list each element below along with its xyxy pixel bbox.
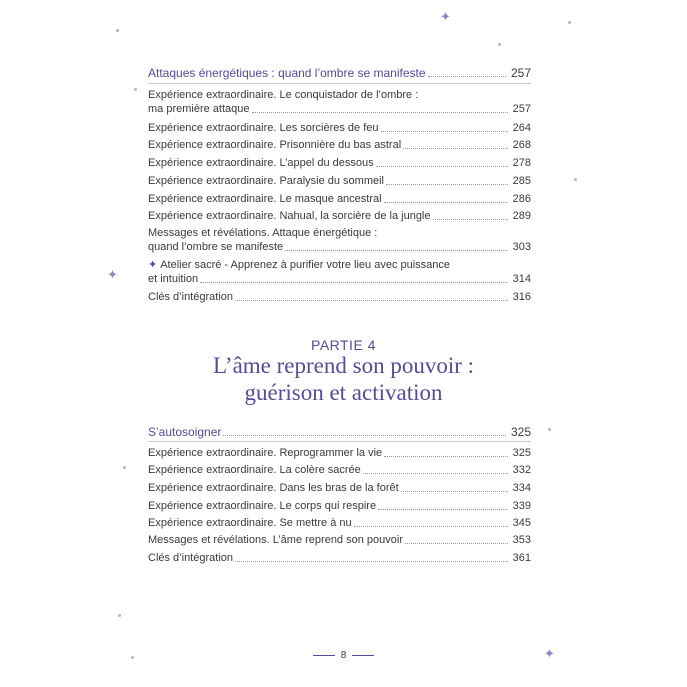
- toc-entry[interactable]: [148, 499, 531, 513]
- toc-page-number: 361: [512, 552, 531, 564]
- toc-page-number: 332: [512, 464, 531, 476]
- toc-entry[interactable]: [148, 290, 531, 304]
- toc-entry-title: Expérience extraordinaire. Prisonnière du bas astral: [148, 139, 402, 151]
- toc-entry-title: Expérience extraordinaire. Nahual, la sorcière de la jungle: [148, 210, 431, 222]
- part-label: PARTIE 4: [311, 337, 376, 353]
- page-number: 8: [340, 650, 347, 661]
- part-title-line2: guérison et activation: [244, 380, 443, 405]
- toc-page-number: 325: [510, 425, 531, 439]
- toc-page-number: 325: [512, 447, 531, 459]
- dot-star-icon: [548, 428, 551, 431]
- toc-entry-title: Expérience extraordinaire. Paralysie du sommeil: [148, 175, 384, 187]
- toc-entry[interactable]: [148, 209, 531, 223]
- toc-entry-title: Messages et révélations. L’âme reprend son pouvoir: [148, 534, 403, 546]
- toc-entry-title: Expérience extraordinaire. L’appel du dessous: [148, 157, 374, 169]
- toc-entry-atelier[interactable]: [148, 258, 531, 286]
- toc-entry-title: Expérience extraordinaire. Dans les bras de la forêt: [148, 482, 399, 494]
- dot-star-icon: [118, 614, 121, 617]
- sparkle-star-icon: ✦: [440, 9, 451, 24]
- separator-line: [148, 83, 531, 84]
- toc-page-number: 339: [512, 500, 531, 512]
- toc-entry[interactable]: [148, 516, 531, 530]
- toc-page-number: 353: [512, 534, 531, 546]
- dot-leader: [428, 76, 506, 77]
- toc-entry-line1: Messages et révélations. Attaque énergétique :: [148, 227, 378, 239]
- toc-entry-title: Expérience extraordinaire. Se mettre à nu: [148, 517, 352, 529]
- dot-leader: [405, 543, 508, 544]
- toc-page-number: 334: [512, 482, 531, 494]
- separator-line: [148, 441, 531, 442]
- dot-star-icon: [116, 29, 119, 32]
- toc-entry-line1: Atelier sacré - Apprenez à purifier votre lieu avec puissance: [160, 259, 451, 271]
- dot-leader: [200, 282, 507, 283]
- toc-entry-line2: quand l’ombre se manifeste: [148, 241, 284, 253]
- toc-page-number: 285: [512, 175, 531, 187]
- folio-rule-right: [352, 655, 374, 656]
- dot-leader: [376, 166, 508, 167]
- dot-leader: [381, 131, 508, 132]
- toc-entry-title: Expérience extraordinaire. Reprogrammer la vie: [148, 447, 383, 459]
- toc-page-number: 257: [510, 66, 531, 80]
- toc-heading-title: S’autosoigner: [148, 425, 222, 439]
- toc-entry-title: Expérience extraordinaire. Le masque ancestral: [148, 193, 382, 205]
- sparkle-star-icon: ✦: [107, 267, 118, 282]
- toc-page-number: 268: [512, 139, 531, 151]
- toc-entry-title: Expérience extraordinaire. Le corps qui respire: [148, 500, 377, 512]
- dot-leader: [403, 148, 508, 149]
- dot-star-icon: [574, 178, 577, 181]
- toc-page-number: 303: [512, 241, 531, 253]
- toc-page-number: 345: [512, 517, 531, 529]
- part-title-line1: L’âme reprend son pouvoir :: [212, 353, 475, 378]
- dot-star-icon: [123, 466, 126, 469]
- toc-entry[interactable]: [148, 446, 531, 460]
- toc-entry[interactable]: [148, 88, 531, 116]
- folio-rule-left: [313, 655, 335, 656]
- toc-page-number: 289: [512, 210, 531, 222]
- dot-star-icon: [498, 43, 501, 46]
- toc-entry[interactable]: [148, 138, 531, 152]
- dot-leader: [354, 526, 508, 527]
- toc-entry[interactable]: [148, 463, 531, 477]
- toc-entry[interactable]: [148, 551, 531, 565]
- dot-leader: [285, 250, 508, 251]
- dot-leader: [433, 219, 508, 220]
- toc-entry-line1: Expérience extraordinaire. Le conquistador de l’ombre :: [148, 89, 419, 101]
- toc-entry[interactable]: [148, 156, 531, 170]
- dot-leader: [223, 435, 506, 436]
- toc-entry[interactable]: [148, 121, 531, 135]
- toc-page-number: 286: [512, 193, 531, 205]
- dot-leader: [378, 509, 508, 510]
- toc-page-number: 316: [512, 291, 531, 303]
- dot-leader: [363, 473, 508, 474]
- sparkle-star-icon: ✦: [544, 646, 555, 661]
- dot-leader: [401, 491, 508, 492]
- toc-page-number: 278: [512, 157, 531, 169]
- toc-page-number: 264: [512, 122, 531, 134]
- toc-entry[interactable]: [148, 481, 531, 495]
- toc-entry[interactable]: [148, 533, 531, 547]
- toc-entry[interactable]: [148, 192, 531, 206]
- toc-entry-line2: ma première attaque: [148, 103, 250, 115]
- sparkle-icon: ✦: [148, 259, 158, 271]
- part-title: [0, 352, 687, 406]
- dot-leader: [252, 112, 508, 113]
- toc-entry-title: Expérience extraordinaire. La colère sacrée: [148, 464, 361, 476]
- toc-heading-title: Attaques énergétiques : quand l’ombre se manifeste: [148, 66, 426, 80]
- dot-star-icon: [134, 88, 137, 91]
- toc-entry-title: Clés d’intégration: [148, 291, 233, 303]
- toc-page-number: 257: [512, 103, 531, 115]
- toc-entry-title: Clés d’intégration: [148, 552, 233, 564]
- toc-page-number: 314: [512, 273, 531, 285]
- dot-star-icon: [568, 21, 571, 24]
- toc-entry[interactable]: [148, 226, 531, 254]
- toc-heading[interactable]: [148, 66, 531, 80]
- toc-heading[interactable]: [148, 425, 531, 439]
- toc-entry-line2: et intuition: [148, 273, 199, 285]
- dot-leader: [384, 456, 507, 457]
- dot-leader: [386, 184, 508, 185]
- dot-leader: [235, 561, 508, 562]
- dot-leader: [384, 202, 508, 203]
- page-number-footer: [0, 650, 687, 661]
- toc-entry[interactable]: [148, 174, 531, 188]
- dot-leader: [235, 300, 508, 301]
- toc-entry-title: Expérience extraordinaire. Les sorcières de feu: [148, 122, 379, 134]
